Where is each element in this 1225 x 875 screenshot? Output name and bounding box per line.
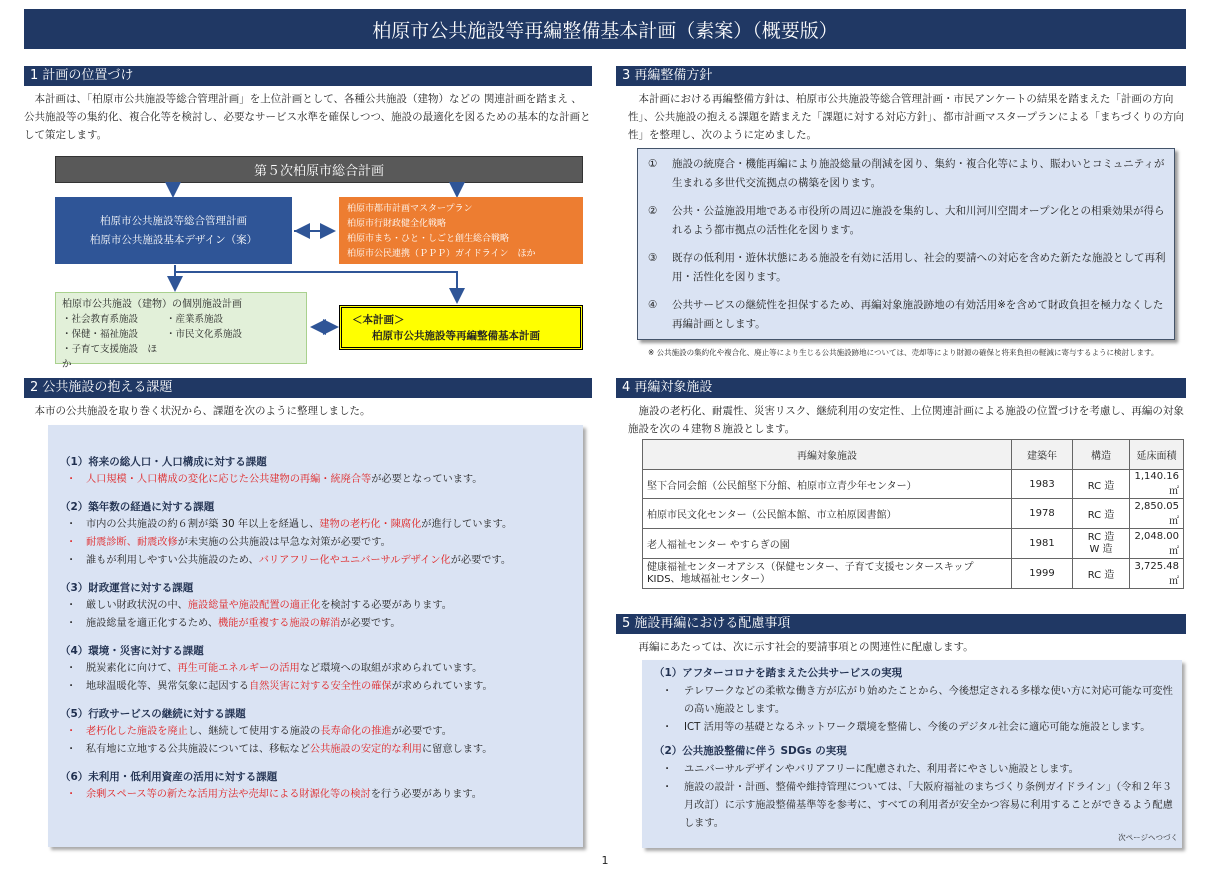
table-row xyxy=(643,529,1184,559)
issue-item xyxy=(60,552,573,570)
issue-text: 施設総量を適正化するため、 xyxy=(86,618,219,629)
facility-name: 健康福祉センターオアシス（保健センター、子育て支援センタースキップ KIDS、地域福祉センター） xyxy=(643,559,1012,589)
issue-text: 、 xyxy=(126,537,137,548)
highlight-text: 再生可能エネルギーの活用 xyxy=(177,663,300,674)
issue-text: 厳しい財政状況の中、 xyxy=(86,600,188,611)
table-header-row xyxy=(643,440,1184,470)
consideration-item: ・ テレワークなどの柔軟な働き方が広がり始めたことから、今後想定される多様な使い方に対応可能な可変性の高い施設とします。 xyxy=(654,683,1174,719)
facility-year: 1983 xyxy=(1012,470,1073,499)
policy-item xyxy=(638,202,1166,240)
consideration-item: ・ 施設の設計・計画、整備や維持管理については、「大阪府福祉のまちづくり条例ガイドライン」（令和２年３月改訂）に示す施設整備基準等を参考に、すべての利用者が安全かつ容易に利用することができるよう配慮します。 xyxy=(654,779,1174,833)
section5-intro: 再編にあたっては、次に示す社会的要請事項との関連性に配慮します。 xyxy=(638,641,974,653)
policy-text: 公共・公益施設用地である市役所の周辺に施設を集約し、大和川河川空間オープン化との相乗効果が得られるよう都市拠点の活性化を図ります。 xyxy=(672,205,1165,236)
facility-year: 1999 xyxy=(1012,559,1073,589)
facility-plan-item: ・市民文化系施設 xyxy=(166,329,243,340)
section3-body: 本計画における再編整備方針は、柏原市公共施設等総合管理計画・市民アンケートの結果を踏まえた「計画の方向性」、公共施設の抱える課題を踏まえた「課題に対する対応方針」、都市計画マスタープランによる「まちづくりの方向性」を整理し、次のように定めました。 xyxy=(628,93,1184,141)
page-number: 1 xyxy=(601,854,609,867)
issue-text: 地球温暖化等、異常気象に起因する xyxy=(86,681,249,692)
issue-text: など環境への取組が求められています。 xyxy=(299,663,483,674)
related-plan-item: 柏原市行財政健全化戦略 xyxy=(347,219,447,229)
policy-number: ② xyxy=(648,205,658,217)
policy-item xyxy=(638,296,1166,334)
issue-item xyxy=(60,741,573,759)
highlight-text: バリアフリー化やユニバーサルデザイン化 xyxy=(258,555,451,566)
issue-text: を行う必要があります。 xyxy=(370,789,482,800)
policy-number: ③ xyxy=(648,252,658,264)
facility-name: 老人福祉センター やすらぎの園 xyxy=(643,529,1012,559)
policy-item xyxy=(638,249,1166,287)
related-plan-item: 柏原市公民連携（ＰＰＰ）ガイドライン ほか xyxy=(347,249,536,259)
highlight-text: 自然災害に対する安全性の確保 xyxy=(249,681,392,692)
highlight-text: 老朽化した施設を廃止 xyxy=(86,726,188,737)
issue-text: が求められています。 xyxy=(391,681,493,692)
this-plan-box xyxy=(339,305,583,350)
issue-heading: （3）財政運営に対する課題 xyxy=(60,582,194,594)
column-header: 構造 xyxy=(1073,440,1130,470)
section4-body: 施設の老朽化、耐震性、災害リスク、継続利用の安定性、上位関連計画による施設の位置づけを考慮し、再編の対象施設を次の４建物８施設とします。 xyxy=(628,405,1184,435)
consideration-heading: （2）公共施設整備に伴う SDGs の実現 xyxy=(654,745,847,757)
highlight-text: 公共施設の安定的な利用 xyxy=(309,744,422,755)
facility-plans-title: 柏原市公共施設（建物）の個別施設計画 xyxy=(62,299,242,310)
issue-item xyxy=(60,534,573,552)
facility-area: 1,140.16 ㎡ xyxy=(1130,470,1184,499)
policy-number: ④ xyxy=(648,299,658,311)
highlight-text: 余剰スペース等の新たな活用方法や売却による財源化等の検討 xyxy=(86,789,371,800)
policy-box xyxy=(637,148,1175,340)
related-plan-item: 柏原市都市計画マスタープラン xyxy=(347,204,473,214)
facility-area: 3,725.48 ㎡ xyxy=(1130,559,1184,589)
issue-item xyxy=(60,471,573,489)
comprehensive-plan-box: 第５次柏原市総合計画 xyxy=(55,156,583,183)
related-plan-item: 柏原市まち・ひと・しごと創生総合戦略 xyxy=(347,234,510,244)
issue-item xyxy=(60,597,573,615)
facility-structure: RC 造 xyxy=(1073,559,1130,589)
policy-text: 公共サービスの継続性を担保するため、再編対象施設跡地の有効活用※を含めて財政負担を極力なくした再編計画とします。 xyxy=(672,299,1164,330)
design-plan-line: 柏原市公共施設基本デザイン（案） xyxy=(89,233,258,246)
issue-text: 脱炭素化に向けて、 xyxy=(86,663,178,674)
table-row xyxy=(643,559,1184,589)
facility-area: 2,048.00 ㎡ xyxy=(1130,529,1184,559)
column-header: 再編対象施設 xyxy=(643,440,1012,470)
facility-name: 柏原市民文化センター（公民館本館、市立柏原図書館） xyxy=(643,499,1012,529)
issue-text: が必要です。 xyxy=(450,555,512,566)
facility-plan-item: ・保健・福祉施設 xyxy=(62,329,139,340)
facility-name: 堅下合同会館（公民館堅下分館、柏原市立青少年センター） xyxy=(643,470,1012,499)
section4-heading: 4 再編対象施設 xyxy=(616,378,1186,398)
issue-text: を検討する必要があります。 xyxy=(320,600,452,611)
section5-heading: 5 施設再編における配慮事項 xyxy=(616,614,1186,634)
consideration-item: ・ ユニバーサルデザインやバリアフリーに配慮された、利用者にやさしい施設とします。 xyxy=(654,761,1174,779)
facility-structure: RC 造 W 造 xyxy=(1073,529,1130,559)
facility-year: 1981 xyxy=(1012,529,1073,559)
issue-heading: （5）行政サービスの継続に対する課題 xyxy=(60,708,246,720)
facility-structure: RC 造 xyxy=(1073,470,1130,499)
policy-text: 既存の低利用・遊休状態にある施設を有効に活用し、社会的要請への対応を含めた新たな施設として再利用・活性化を図ります。 xyxy=(672,252,1166,283)
issue-item xyxy=(60,723,573,741)
table-row xyxy=(643,499,1184,529)
column-header: 延床面積 xyxy=(1130,440,1184,470)
facility-year: 1978 xyxy=(1012,499,1073,529)
issue-text: が必要となっています。 xyxy=(371,474,483,485)
section1-heading: 1 計画の位置づけ xyxy=(24,66,592,86)
highlight-text: 施設総量や施設配置の適正化 xyxy=(187,600,321,611)
issue-item xyxy=(60,660,573,678)
table-row xyxy=(643,470,1184,499)
issue-heading: （4）環境・災害に対する課題 xyxy=(60,645,204,657)
facility-plan-item: ・子育て支援施設 ほか xyxy=(62,344,158,370)
issue-item xyxy=(60,678,573,696)
issue-heading: （2）築年数の経過に対する課題 xyxy=(60,501,215,513)
this-plan-name: 柏原市公共施設等再編整備基本計画 xyxy=(372,330,540,342)
highlight-text: 耐震診断 xyxy=(86,537,127,548)
issue-text: に留意します。 xyxy=(421,744,493,755)
page-title: 柏原市公共施設等再編整備基本計画（素案）（概要版） xyxy=(24,9,1186,49)
section3-heading: 3 再編整備方針 xyxy=(616,66,1186,86)
highlight-text: 人口規模・人口構成の変化に応じた公共建物の再編・統廃合等 xyxy=(86,474,372,485)
considerations-box xyxy=(642,660,1182,848)
highlight-text: 長寿命化の推進 xyxy=(320,726,392,737)
issue-heading: （6）未利用・低利用資産の活用に対する課題 xyxy=(60,771,278,783)
consideration-item: ・ ICT 活用等の基礎となるネットワーク環境を整備し、今後のデジタル社会に適応可能な施設とします。 xyxy=(654,719,1174,737)
this-plan-label: ＜本計画＞ xyxy=(352,314,405,326)
policy-footnote: ※ 公共施設の集約化や複合化、廃止等により生じる公共施設跡地については、売却等により財源の確保と将来負担の軽減に寄与するように検討します。 xyxy=(648,348,1159,357)
issue-item xyxy=(60,615,573,633)
issue-heading: （1）将来の総人口・人口構成に対する課題 xyxy=(60,456,267,468)
facility-area: 2,850.05 ㎡ xyxy=(1130,499,1184,529)
issue-text: 私有地に立地する公共施設については、移転など xyxy=(86,744,310,755)
policy-text: 施設の統廃合・機能再編により施設総量の削減を図り、集約・複合化等により、賑わいとコミュニティが生まれる多世代交流拠点の構築を図ります。 xyxy=(672,158,1165,189)
issues-box xyxy=(48,425,583,847)
issue-item xyxy=(60,516,573,534)
issue-text: が必要です。 xyxy=(340,618,401,629)
target-facilities-table xyxy=(642,439,1184,589)
facility-plan-item: ・産業系施設 xyxy=(166,314,224,325)
section2-heading: 2 公共施設の抱える課題 xyxy=(24,378,592,398)
issue-text: が未実施の公共施設は早急な対策が必要です。 xyxy=(177,537,391,548)
section2-intro: 本市の公共施設を取り巻く状況から、課題を次のように整理しました。 xyxy=(34,405,371,417)
issue-text: 誰もが利用しやすい公共施設のため、 xyxy=(86,555,259,566)
issue-text: が必要です。 xyxy=(391,726,452,737)
management-plan-box xyxy=(55,197,292,264)
continued-note: 次ページへつづく xyxy=(1118,833,1178,842)
policy-number: ① xyxy=(648,158,658,170)
facility-structure: RC 造 xyxy=(1073,499,1130,529)
facility-plans-box xyxy=(55,292,307,370)
facility-plan-item: ・社会教育系施設 xyxy=(62,314,139,325)
related-plans-box xyxy=(339,197,583,264)
policy-item xyxy=(638,155,1166,193)
highlight-text: 耐震改修 xyxy=(136,537,178,548)
issue-text: し、継続して使用する施設の xyxy=(187,726,321,737)
section1-body: 本計画は、「柏原市公共施設等総合管理計画」を上位計画として、各種公共施設（建物）などの 関連計画を踏まえ 、公共施設等の集約化、複合化等を検討し、必要なサービス水準を確保しつつ、施設の最適化を図るための基本的な計画として策定します。 xyxy=(24,93,591,141)
highlight-text: 機能が重複する施設の解消 xyxy=(218,618,341,629)
issue-item xyxy=(60,786,573,804)
management-plan-line: 柏原市公共施設等総合管理計画 xyxy=(100,214,247,227)
highlight-text: 建物の老朽化・陳腐化 xyxy=(319,519,422,530)
issue-text: が進行しています。 xyxy=(421,519,513,530)
consideration-heading: （1）アフターコロナを踏まえた公共サービスの実現 xyxy=(654,667,903,679)
issue-text: 市内の公共施設の約６割が築 30 年以上を経過し、 xyxy=(86,519,320,530)
column-header: 建築年 xyxy=(1012,440,1073,470)
